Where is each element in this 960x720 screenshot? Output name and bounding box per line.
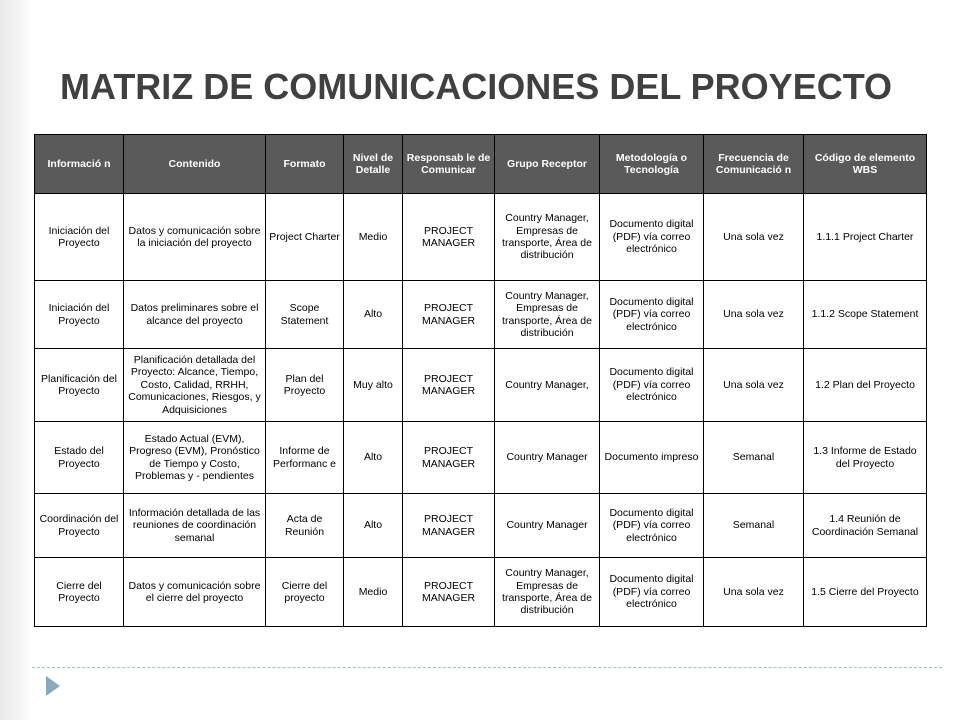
table-header-row [35,135,927,194]
header-contenido: Contenido [124,135,266,194]
cell-codigo-wbs: 1.4 Reunión de Coordinación Semanal [804,494,927,558]
cell-informacion: Iniciación del Proyecto [35,281,124,349]
cell-informacion: Planificación del Proyecto [35,349,124,422]
cell-frecuencia: Semanal [704,494,804,558]
cell-informacion: Cierre del Proyecto [35,558,124,627]
cell-contenido: Datos y comunicación sobre la iniciación del proyecto [124,194,266,281]
cell-nivel-detalle: Alto [344,422,403,494]
cell-responsable: PROJECT MANAGER [403,558,495,627]
cell-informacion: Coordinación del Proyecto [35,494,124,558]
left-sidebar-gradient [0,0,32,720]
cell-informacion: Iniciación del Proyecto [35,194,124,281]
cell-codigo-wbs: 1.2 Plan del Proyecto [804,349,927,422]
header-grupo-receptor: Grupo Receptor [495,135,600,194]
cell-codigo-wbs: 1.1.1 Project Charter [804,194,927,281]
communications-matrix-table [34,134,927,627]
cell-frecuencia: Una sola vez [704,349,804,422]
cell-contenido: Planificación detallada del Proyecto: Alcance, Tiempo, Costo, Calidad, RRHH, Comunicaciones, Riesgos, y Adquisiciones [124,349,266,422]
header-informacion: Informació n [35,135,124,194]
cell-codigo-wbs: 1.1.2 Scope Statement [804,281,927,349]
cell-contenido: Datos preliminares sobre el alcance del proyecto [124,281,266,349]
table-row [35,281,927,349]
table-row [35,422,927,494]
header-formato: Formato [266,135,344,194]
cell-grupo-receptor: Country Manager [495,494,600,558]
cell-codigo-wbs: 1.3 Informe de Estado del Proyecto [804,422,927,494]
header-responsable: Responsab le de Comunicar [403,135,495,194]
cell-grupo-receptor: Country Manager, [495,349,600,422]
cell-metodologia: Documento digital (PDF) vía correo electrónico [600,558,704,627]
cell-formato: Project Charter [266,194,344,281]
cell-grupo-receptor: Country Manager, Empresas de transporte, Área de distribución [495,281,600,349]
cell-frecuencia: Una sola vez [704,558,804,627]
cell-metodologia: Documento digital (PDF) vía correo electrónico [600,281,704,349]
header-metodologia: Metodología o Tecnología [600,135,704,194]
table-row [35,349,927,422]
cell-grupo-receptor: Country Manager [495,422,600,494]
cell-metodologia: Documento digital (PDF) vía correo electrónico [600,349,704,422]
cell-nivel-detalle: Alto [344,494,403,558]
header-nivel-detalle: Nivel de Detalle [344,135,403,194]
cell-formato: Informe de Performanc e [266,422,344,494]
cell-grupo-receptor: Country Manager, Empresas de transporte, Área de distribución [495,558,600,627]
cell-metodologia: Documento digital (PDF) vía correo electrónico [600,494,704,558]
cell-contenido: Datos y comunicación sobre el cierre del proyecto [124,558,266,627]
cell-formato: Plan del Proyecto [266,349,344,422]
cell-formato: Cierre del proyecto [266,558,344,627]
cell-frecuencia: Una sola vez [704,281,804,349]
cell-formato: Acta de Reunión [266,494,344,558]
cell-contenido: Estado Actual (EVM), Progreso (EVM), Pronóstico de Tiempo y Costo, Problemas y - pendientes [124,422,266,494]
cell-metodologia: Documento impreso [600,422,704,494]
footer-divider [32,667,942,668]
cell-nivel-detalle: Alto [344,281,403,349]
cell-formato: Scope Statement [266,281,344,349]
cell-responsable: PROJECT MANAGER [403,349,495,422]
header-frecuencia: Frecuencia de Comunicació n [704,135,804,194]
cell-contenido: Información detallada de las reuniones de coordinación semanal [124,494,266,558]
table-row [35,494,927,558]
cell-responsable: PROJECT MANAGER [403,194,495,281]
cell-informacion: Estado del Proyecto [35,422,124,494]
cell-grupo-receptor: Country Manager, Empresas de transporte, Área de distribución [495,194,600,281]
cell-responsable: PROJECT MANAGER [403,422,495,494]
cell-metodologia: Documento digital (PDF) vía correo electrónico [600,194,704,281]
page-title: MATRIZ DE COMUNICACIONES DEL PROYECTO [60,66,893,107]
cell-codigo-wbs: 1.5 Cierre del Proyecto [804,558,927,627]
cell-frecuencia: Semanal [704,422,804,494]
header-codigo-wbs: Código de elemento WBS [804,135,927,194]
cell-nivel-detalle: Medio [344,558,403,627]
cell-responsable: PROJECT MANAGER [403,281,495,349]
cell-nivel-detalle: Medio [344,194,403,281]
cell-nivel-detalle: Muy alto [344,349,403,422]
triangle-right-icon [46,676,60,696]
table-row [35,558,927,627]
cell-responsable: PROJECT MANAGER [403,494,495,558]
cell-frecuencia: Una sola vez [704,194,804,281]
table-row [35,194,927,281]
